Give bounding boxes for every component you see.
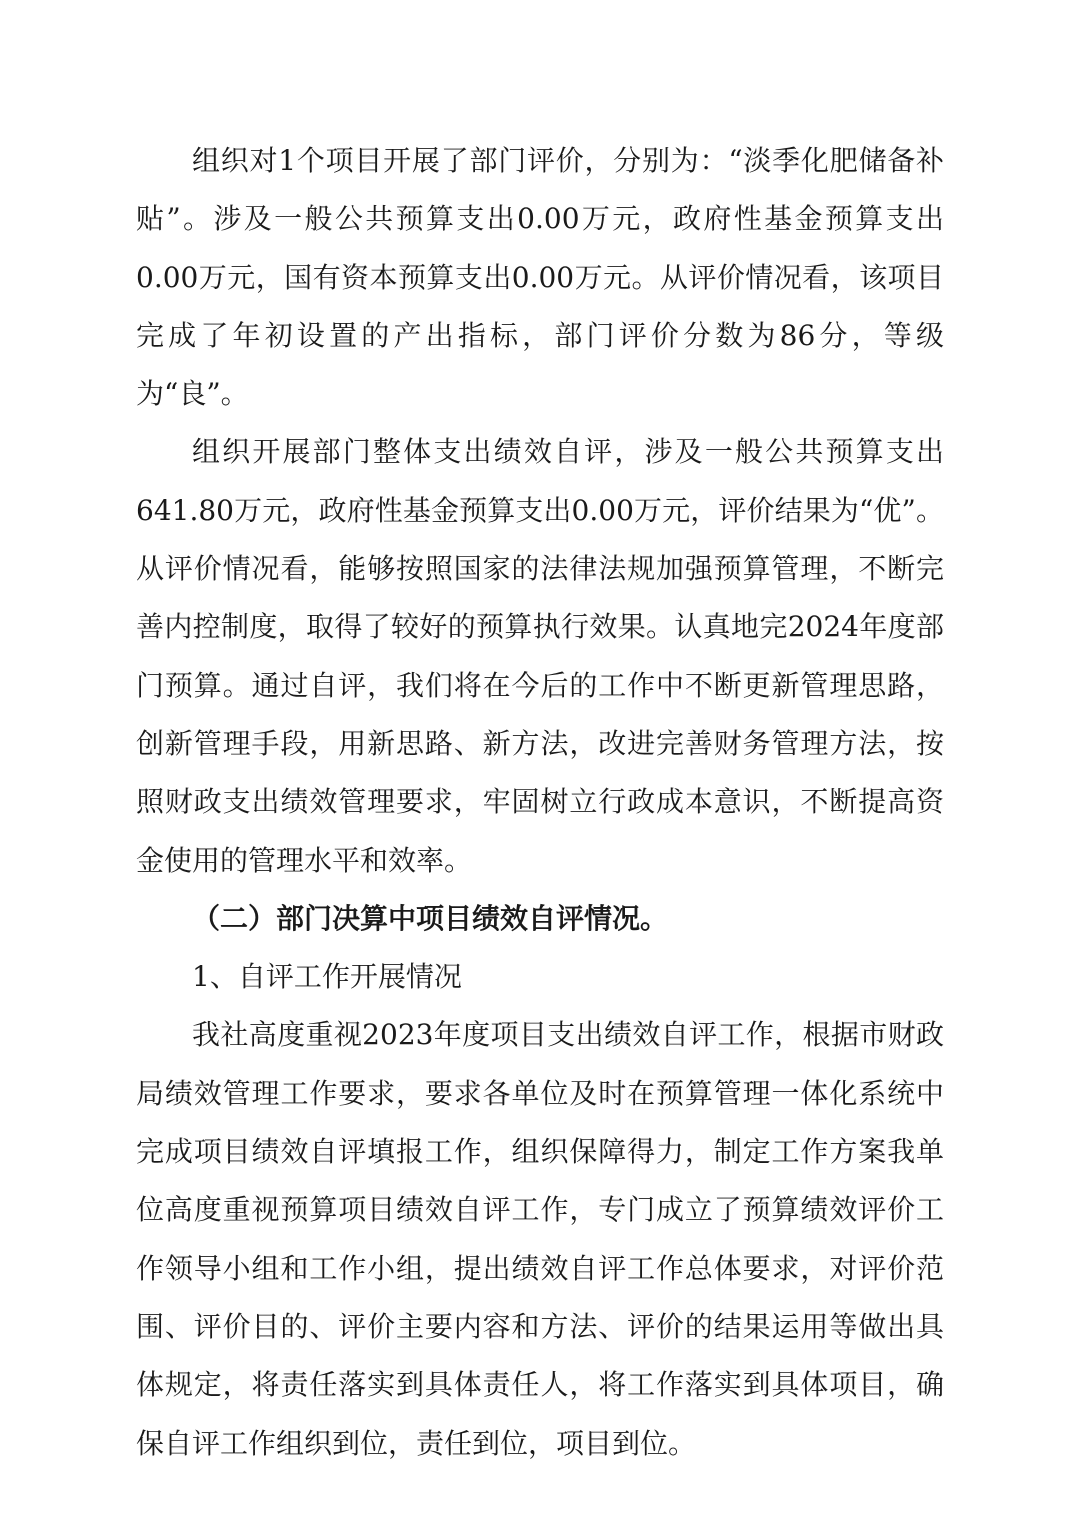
paragraph-department-evaluation: 组织对1个项目开展了部门评价，分别为：“淡季化肥储备补贴”。涉及一般公共预算支出0.00万元，政府性基金预算支出0.00万元，国有资本预算支出0.00万元。从评价情况看，该项目完成了年初设置的产出指标，部门评价分数为86分，等级为“良”。 — [136, 144, 944, 411]
section-heading: （二）部门决算中项目绩效自评情况。 — [192, 901, 669, 935]
subsection-heading: 1、自评工作开展情况 — [192, 960, 462, 994]
document-body — [136, 132, 944, 1473]
paragraph-overall-self-evaluation: 组织开展部门整体支出绩效自评，涉及一般公共预算支出641.80万元，政府性基金预算支出0.00万元，评价结果为“优”。从评价情况看，能够按照国家的法律法规加强预算管理，不断完善内控制度，取得了较好的预算执行效果。认真地完2024年度部门预算。通过自评，我们将在今后的工作中不断更新管理思路，创新管理手段，用新思路、新方法，改进完善财务管理方法，按照财政支出绩效管理要求，牢固树立行政成本意识，不断提高资金使用的管理水平和效率。 — [136, 435, 944, 877]
paragraph-self-evaluation-work: 我社高度重视2023年度项目支出绩效自评工作，根据市财政局绩效管理工作要求，要求各单位及时在预算管理一体化系统中完成项目绩效自评填报工作，组织保障得力，制定工作方案我单位高度重视预算项目绩效自评工作，专门成立了预算绩效评价工作领导小组和工作小组，提出绩效自评工作总体要求，对评价范围、评价目的、评价主要内容和方法、评价的结果运用等做出具体规定，将责任落实到具体责任人，将工作落实到具体项目，确保自评工作组织到位，责任到位，项目到位。 — [136, 1018, 944, 1460]
